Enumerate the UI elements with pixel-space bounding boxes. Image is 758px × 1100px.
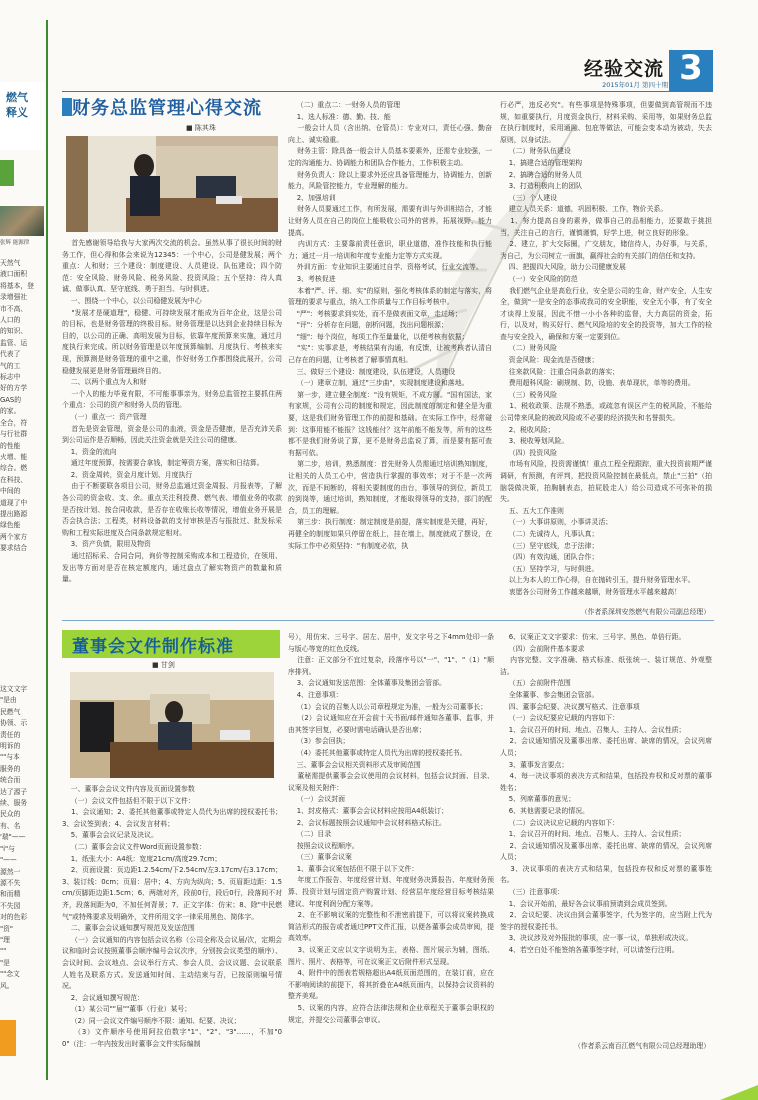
adjacent-page-strip — [0, 0, 50, 1100]
strip-names: 张辉 能源律 — [0, 240, 30, 246]
corner-decoration — [720, 1085, 758, 1100]
article2-credit: （作者系云南百江燃气有限公司总经理助理） — [574, 1042, 710, 1050]
section-title: 经验交流 — [584, 58, 665, 80]
strip-photo — [0, 206, 44, 236]
article1-title: 财务总监管理心得交流 — [72, 98, 262, 119]
article2-column-3: 6、议案正文文字要求：仿宋、三号字、黑色、单倍行距。 （四）会前附件基本要求 内容完整、文字准确、格式标准、纸张统一、装订规范、外观整洁。 （五）会前附件范围 全体董事、参会集团会管部。 四、董事会纪要、决议撰写格式、注意事项 （一）会议纪要应记载的内容如下： 1、会议召开的时间、地点、召集人、主持人、会议性质； 2、会议通知情况及董事出席、委托出席、缺席的情况，会议列席人员； 3、董事发言要点； 4、每一决议事项的表决方式和结果，包括投弃权和反对票的董事姓名； 5、列席董事的意见； 6、其他需要记录的情况。 （二）会议决议应记载的内容如下： 1、会议召开的时间、地点、召集人、主持人、会议性质； 2、会议通知情况及董事出席、委托出席、缺席的情况，会议列席人员； 3、决议事项的表决方式和结果，包括投弃权和反对票的董事姓名。 （三）注意事项： 1、会议开始前，最好各会议事前预请到会成员签到。 2、会议纪要、决议由到会董事签字，代为签字的，应当附上代为签字的授权委托书。 3、决议涉及对外报批的事项，应一事一议，单独形成决议。 4、若空白处不能签纳各董事签字时，可以请签行注明。 — [500, 633, 712, 955]
strip-text-lower: 这文文字 "是由 民燃气 协领、示 责任的 明诉的 ""与本 服务的 统合而 达了源子 续、服务 民众的 有、名 '瑞"—— "i"与 "—— 源然一 源不失 和而精 不失园 对的色彩 "资" "理 "" "是 ""念文 风。 — [0, 685, 28, 990]
strip-orange-bar — [0, 1020, 16, 1056]
article2-photo — [70, 672, 274, 778]
strip-divider — [46, 20, 48, 1080]
article1-column-2: （二）重点二：一财务人员的管理 1、选人标准：德、勤、技、能 一般会计人员（含出纳、仓管员）：专业对口，责任心强、勤奋向上、诚实稳重。 财务主管：除具备一般会计人员基本要素外，还需专业较强，一定的沟通能力、协调能力和团队合作能力，工作积极主动。 财务负责人：除以上要求外还应具备管理能力，协调能力，创新能力，风险管控能力，专业理解的能力。 2、加强培训 财务人员要通过工作，有所发展，需要有训与外训相结合，才能让财务人员在自己的岗位上能吸收公司外的营养，拓展视野，能力提高。 内训方式：主要靠前责任意识，职业道德，准作技能和执行能力；通过一月一培训和年度专业能力定等方式实现。 外训方面：专业知识主要通过自学、资格考试，行业交流等。 3、考核促进 本着"严、评、细、实"的原则，强化考核体系的制定与落实，将管理的要求与重点，纳入工作质量与工作目标考核中。 "严"：考核要求到实处，而不是做表面文章，走过场； "评"：分析存在问题，剖析问题，找出问题根源； "细"：每个岗位，每项工作至量量化，以便考核有依据； "实"：实事求是，考核结果有沟通，有反馈，让被考核者认清自己存在的问题，让考核者了解事情真相。 三、做好三个建设：制度建设，队伍建设，人员建设 （一）建章立制，通过"三步曲"，实现制度建设和落地。 第一步，建立健全制度："没有规矩，不成方圆。"国有国法，家有家规，公司有公司的制度和规定，因此制度的制定和健全是为重要，这是我们财务管理工作的前提和基础。在实际工作中，经常碰到：这事用能不能报？这钱能付？这年前能不能发等，所有的这些都不是我们财务说了算，更不是财务总监说了算，而是要有据可查有据可依。 第二步，培训，熟悉制度：首先财务人员需通过培训熟知制度，让相关的人员工心中，营造执行掌握的事效率；对于不是一次两次，而是不间断的，将相关要制度的由台，事领导的到位，新员工的到岗等，通过培训，熟知制度，才能取得领导的支持，部门的配合，员工的理解。 第三步：执行制度：制定制度是前提，落实制度是关键，再好，再健全的制度如果只停留在纸上，挂在墙上，制度就成了摆设，在实际工作中必须坚持："有制度必依，执 — [288, 101, 492, 550]
article2-column-1: 一、董事会会议文件内容及页面设置参数 （一）会议文件包括但不限于以下文件： 1、会议通知；2、委托其他董事或特定人员代为出席的授权委托书；3、会议签到表；4、会议发言材料； 5、董事会会议记录及决议。 （二）董事会会议文件Word页面设置参数： 1、纸张大小：A4纸：宽度21cm/高度29.7cm； 2、页面设置：页边距1.2.54cm/下2.54cm/左3.17cm/右3.17cm；3、装订线：0cm；页眉：居中；4、方向为纵向；5、页眉距边距：1.5cm/页脚距边距1.5cm；6、两端对齐，段前0行，段后0行，段落间不对齐，段落间距为0，不加任何背景；7、正文字体：仿宋；8、除"中民燃气"或特殊要求及明确外，文件所用文字一律采用黑色、简体字。 二、董事会会议通知撰写规范及发送范围 （一）会议通知的内容包括会议名称（公司全称及会议届/次，定期会议和临时会议按照董事会顺序编号会议次序，分别按会议类型的顺序）、会议时间、会议地点、会议举行方式、参会人员、会议议题、会议联系人姓名及联系方式。发送通知时间、主动结束与否，已按原则编号情况。 2、会议通知撰写规范： （1）某公司""届""董事（行业）某号； （2）同一会议文件编号顺序不限：通知、纪要、决议； （3）文件顺序号使用阿拉伯数字"1"、"2"、"3"……，不加"00"（注：一年内按发出时董事会文件实际编制 — [62, 785, 282, 1049]
article1-title-bar — [62, 98, 72, 116]
article2-column-2: 号），用仿宋、三号字、居左、居中，发文字号之下4mm处印一条与版心等宽的红色反线。 注意：正文部分不宜过复杂，段落序号以"一"、"1"、"（1）"顺序排列。 3、会议通知发送范围：全体董事及集团会管部。 4、注意事项： （1）会议的召集人以公司章程规定为准，一般为公司董事长； （2）会议通知应在开会前十天书面/邮件通知各董事、监事，并由其签字回复，必要时需电话确认是否出席； （3）参会回执； （4）委托其他董事或特定人员代为出席的授权委托书。 三、董事会会议相关资料形式及审阅范围 董秘需提供董事会会议使用的会议材料，包括会议封面、目录、议案及相关附件： （一）会议封面 1、封皮格式：董事会会议材料应按用A4纸装订； 2、会议标题按照会议通知中会议材料格式标注。 （二）目录 按照会议议程顺序。 （三）董事会议案 1、董事会议案包括但不限于以下文件： 年度工作报告、年度经营计划、年度财务决算报告、年度财务预算、投资计划与固定资产购置计划、经营层年度经营目标考核结果建议、年度利润分配方案等。 2、在不影响议案的完整性和不泄密前提下，可以将议案转换成简洁形式的报告或者通过PPT文件汇报，以便各董事会成员审阅，提高效率。 3、议案正文应以文字说明为主，表格、图片展示为辅，图纸、图片、照片、表格等，可在议案正文后附件形式呈现。 4、附件中的图表若规格超出A4纸页面范围的，在装订前，应在不影响阅读的前提下，将其折叠在A4纸页面内，以保持会议资料的整齐美观。 5、议案的内容，应符合法律法规和企业章程关于董事会职权的规定，并提交公司董事会审议。 — [288, 633, 494, 1024]
article2-title: 董事会文件制作标准 — [72, 637, 234, 657]
section-divider — [62, 620, 714, 621]
strip-heading: 燃气 释义 — [6, 91, 28, 119]
article1-photo — [66, 136, 278, 232]
page-number: 3 — [679, 48, 703, 88]
issue-date: 2015年01月 第四十期 — [602, 81, 668, 89]
strip-text-upper: 天然气 液口面积 将基本，登 录增强社 市不高、 人口的 的知识、 监管、运 代表了 气的工 标志中 好的方学 GAS的 的家。 全合，符 与行社群 的性能 火增、能 综合。燃 在科技、 中间的 道现了中 提出路源 绿色能 两个家方 要求结合 — [0, 259, 34, 553]
article1-column-3: 行必严，违反必究"。有些事项是特殊事项，但要做到高管规而不违规，如重要执行，月度资金执行，材料采购、采用等，如果财务总监在执行制度时，采用通融、包庇等做法，可能会变本动为被动，失去原则，以身试法。 （二）财务队伍建设 1、搞建合适的管理架构 2、搞聘合适的财务人员 3、打造积极向上的团队 （三）个人建设 建立人员关系：道德，巩固积极、工作，物价关系。 1、努力提高自身的素养，做事自己的品相能力，还要敢于挑担当，关注自己的言行，谨慎谨慎，好学上进，树立良好的形象。 2、建立，扩大交际圈，广交朋友，储信待人，办好事，与关系，为自己，为公司树立一面旗，赢得社会的有关部门的信任和支持。 四、把握四大风险，助力公司健康发展 （一）安全风险的防范 我们燃气企业是高危行业，安全是公司的生命，财产安全，人生安全，做到"一是安全的态事成我司的安全职能，安全无小事，有了安全才谈得上发展，因此不惜一小小各种的监督，大力高层的资金，拓行，以及对，购买好行、燃气风险培的安全的投资等，加大工作的检查与安全投入，确保和方案一定要到位。 （二）财务风险 资金风险：现金流是否健康； 往来款风险：注重合同条款的落实； 费用超科风险：刷规制、防，设施、表单现状，单等的费用。 （三）税务风险 1、税收政策、法规不熟悉，或疏忽有误区产生的税风险，不能给公司带来风险的被政风险或不必要的经济损失和名誉损失。 2、税收风险； 3、税收筹划风险。 （四）投资风险 市场有风险，投资需谨慎！重点工程全程跟踪，重大投资前期严谨调研，有预测，有评判，把投资风险控制在最低点，禁止"三拍"（拍脑袋做决策，拍胸脯表态，拍屁股走人）给公司造成不可弥补的损失。 五、五大工作准则 （一）大事讲原则，小事讲灵活； （二）先诚待人，凡事认真； （三）坚守底线，忠于法律； （四）有效沟通，团队合作； （五）坚持学习，与时俱进。 以上为本人的工作心得，自在抛砖引玉，提升财务管理水平。 衷愿各公司财务工作越来越顺，财务管理水平越来越高！ — [500, 101, 712, 596]
article2-author: ■ 甘剑 — [152, 661, 175, 669]
article1-credit: （作者系深圳安然燃气有限公司副总经理） — [580, 608, 710, 616]
article1-column-1: 首先感谢领导给我与大家两次交流的机会。虽然从事了很长时间的财务工作，但心得和体会来说为12345：一个中心，公司是健发展；两个重点：人和财；三个建设：制度建设、人员建设、队伍建设；四个防范：安全风险、财务风险、税务风险、投资风险；五个坚持：待人真诚、做事认真、坚守底线、勇于担当、与时俱进。 一、围绕一个中心，以公司稳健发展为中心 "发展才是硬道理"，稳健、可持续发展才能成为百年企业，这是公司的目标，也是财务管理的终极目标。财务管理是以达到企业持续目标为目的，以公司的正确、高明发展为目标，依靠年度预算来实施，通过月度执行来完成。所以财务管理是以年度预算编制、月度执行、考核来实现，预算测是财务管理的重中之重，作好财务工作都围绕此展开，公司稳健发展更是财务管理最终目的。 二、以两个重点为人和财 一个人的能力毕竟有限，不可能事事亲为，财务总监管控主要抓住两个重点：公司的资产和财务人员的管理。 （一）重点一：资产管理 首先是资金管理，资金是公司的血液，资金是否健康，是否充沛关系到公司运作是否顺畅，因此关注资金就是关注公司的健康。 1、资金的流向 通过年度预算，按需要合拿钱，制定筹资方案，落实和日结算。 2、资金周转，资金月度计划、月度执行 由于不断要联各项目公司，财务总监通过资金周报、月报表等，了解各公司的资金收、支、余。重点关注利投费、燃气表、增值业务的收款是否按计划、按合同收款，是否存在收账长收等情况，增值业务开展是否会执合法；工程类，材料设备款的支付审核是否与报批过、批发标采购和工程实际进度及合同条款规定相对。 3、资产负债，限用及物资 通过招标采、合同合同，询价等控制采购成本和工程造价，在领用、发出等方面对是否在核定额度内，通过盘点了解实物资产的数量和质量。 — [62, 239, 282, 584]
article1-author: ■ 陈其珠 — [186, 124, 216, 132]
header-rule — [62, 91, 712, 92]
strip-green-bar — [0, 160, 14, 186]
